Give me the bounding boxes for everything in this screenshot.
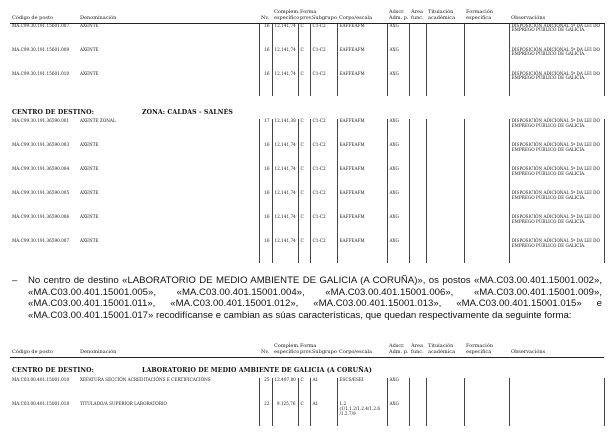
cell-corps: EAFFEAFM [337,191,387,215]
cell-name: AXENTE [80,70,99,76]
cell-code: MA.C99.30.191.36590.006 [12,214,70,219]
cell-observacions: DISPOSICIÓN ADICIONAL 5ª DA LEI DO EMPREGO PÚBLICO DE GALICIA. [509,72,604,96]
cell-complement: 12.141,74 [272,191,298,215]
positions-table-3-body [10,378,605,426]
cell-formacion [464,215,509,239]
cell-complement: 12.141,74 [272,48,298,72]
cell-formacion [464,119,509,143]
cell-area [409,167,426,191]
cell-level: 16 [259,215,272,239]
cell-titulacion [426,239,464,263]
header-observacions: Observacións [509,344,604,357]
cell-area [409,215,426,239]
cell-name: AXENTE [80,142,99,147]
header-observacions: Observacións [509,10,604,23]
cell-area [409,378,426,402]
amendment-paragraph [12,275,602,321]
header-titulacion: Titulación académica [426,10,464,23]
header-formacion: Formación específica [464,10,509,23]
cell-observacions: DISPOSICIÓN ADICIONAL 5ª DA LEI DO EMPREGO PÚBLICO DE GALICIA. [509,167,604,191]
cell-formacion [464,378,509,402]
cell-code: MA.C99.30.191.15601.007 [12,22,70,28]
cell-formacion [464,167,509,191]
header-form: Forma prov. [298,344,310,357]
centre-zone: ZONA: CALDAS - SALNÉS [142,109,233,116]
cell-corps: EAFFEAFM [337,167,387,191]
cell-subgroup: C1-C2 [310,23,337,48]
destination-centre-heading [12,109,233,116]
cell-level: 16 [259,23,272,48]
cell-observacions: DISPOSICIÓN ADICIONAL 5ª DA LEI DO EMPREGO PÚBLICO DE GALICIA. [509,191,604,215]
cell-observacions [509,402,604,426]
header-area: Área func. [409,10,426,23]
cell-formacion [464,48,509,72]
cell-subgroup: C1-C2 [310,191,337,215]
header-adscr: Adscr. Adm. p. [387,10,409,23]
cell-name: XEFATURA SECCIÓN ACREDITACIÓNS E CERTIFICACIÓNS [80,377,211,382]
cell-observacions: DISPOSICIÓN ADICIONAL 5ª DA LEI DO EMPREGO PÚBLICO DE GALICIA. [509,119,604,143]
positions-table-1 [10,10,605,96]
cell-complement: 12.141,74 [272,215,298,239]
cell-area [409,23,426,48]
cell-corps: EAFFEAFM [337,143,387,167]
cell-level: 17 [259,119,272,143]
cell-formacion [464,402,509,426]
table-header [10,344,604,357]
cell-form: C [298,215,310,239]
cell-corps: ESCS/ESEI [337,378,387,402]
cell-formacion [464,72,509,96]
cell-complement: 12.497,80 [272,378,298,402]
table-row [10,378,604,402]
cell-corps: EAFFEAFM [337,72,387,96]
cell-adscr: AXG [387,167,409,191]
header-corps: Corpo/escala [337,344,387,357]
header-code: Código de posto [10,344,78,357]
cell-level: 22 [259,402,272,426]
cell-complement: 12.141,74 [272,72,298,96]
cell-subgroup: C1-C2 [310,239,337,263]
cell-name: TITULADO/A SUPERIOR LABORATORIO [80,401,167,406]
cell-corps: EAFFEAFM [337,48,387,72]
cell-adscr: AXG [387,191,409,215]
cell-area [409,48,426,72]
cell-titulacion [426,23,464,48]
cell-observacions: DISPOSICIÓN ADICIONAL 5ª DA LEI DO EMPREGO PÚBLICO DE GALICIA. [509,239,604,263]
cell-subgroup: C1-C2 [310,215,337,239]
cell-level: 16 [259,191,272,215]
cell-name: AXENTE ZONAL [80,118,116,123]
cell-level: 16 [259,239,272,263]
header-name: Denominación [78,344,259,357]
cell-titulacion [426,72,464,96]
cell-subgroup: C1-C2 [310,48,337,72]
cell-titulacion [426,167,464,191]
cell-observacions: DISPOSICIÓN ADICIONAL 5ª DA LEI DO EMPREGO PÚBLICO DE GALICIA. [509,215,604,239]
cell-level: 16 [259,143,272,167]
table-row [10,402,604,426]
centre-label: CENTRO DE DESTINO: [12,367,95,374]
cell-name: AXENTE [80,190,99,195]
header-adscr: Adscr. Adm. p. [387,344,409,357]
cell-corps: EAFFEAFM [337,239,387,263]
cell-subgroup: C1-C2 [310,143,337,167]
table-row [10,191,604,215]
cell-code: MA.C99.30.191.36590.007 [12,238,70,243]
cell-observacions: DISPOSICIÓN ADICIONAL 5ª DA LEI DO EMPREGO PÚBLICO DE GALICIA. [509,48,604,72]
cell-code: MA.C99.30.191.15601.009 [12,46,70,52]
cell-code: MA.C99.30.191.36590.003 [12,142,70,147]
cell-form: C [298,378,310,402]
cell-name: AXENTE [80,166,99,171]
cell-observacions: DISPOSICIÓN ADICIONAL 5ª DA LEI DO EMPREGO PÚBLICO DE GALICIA. [509,23,604,48]
cell-form: C [298,143,310,167]
table-row [10,239,604,263]
cell-subgroup: C1-C2 [310,119,337,143]
table-row [10,119,604,143]
cell-form: C [298,72,310,96]
table-row [10,167,604,191]
cell-area [409,239,426,263]
table-row [10,215,604,239]
cell-name: AXENTE [80,22,99,28]
cell-complement: 12.141,74 [272,239,298,263]
cell-form: C [298,191,310,215]
cell-observacions: DISPOSICIÓN ADICIONAL 5ª DA LEI DO EMPREGO PÚBLICO DE GALICIA. [509,143,604,167]
positions-table-2 [10,119,605,263]
cell-complement: 12.141,74 [272,23,298,48]
cell-subgroup: A1 [310,402,337,426]
cell-titulacion [426,402,464,426]
cell-level: 16 [259,72,272,96]
header-area: Área func. [409,344,426,357]
cell-formacion [464,143,509,167]
cell-code: MA.C03.00.401.15001.010 [12,377,70,382]
cell-adscr: AXG [387,143,409,167]
cell-form: C [298,23,310,48]
header-corps: Corpo/escala [337,10,387,23]
table-row [10,143,604,167]
cell-titulacion [426,119,464,143]
cell-complement: 12.141,74 [272,143,298,167]
cell-name: AXENTE [80,46,99,52]
header-titulacion: Titulación académica [426,344,464,357]
cell-code: MA.C99.30.191.36590.001 [12,118,70,123]
header-complement: Complem. específico [272,344,298,357]
cell-formacion [464,191,509,215]
cell-code: MA.C99.30.191.36590.005 [12,190,70,195]
cell-form: C [298,48,310,72]
header-code: Código de posto [10,10,78,23]
centre-zone: LABORATORIO DE MEDIO AMBIENTE DE GALICIA (A CORUÑA) [142,367,372,374]
cell-code: MA.C03.00.401.15001.018 [12,401,70,406]
cell-titulacion [426,143,464,167]
cell-adscr: AXG [387,48,409,72]
cell-complement: 12.141,38 [272,119,298,143]
cell-titulacion [426,191,464,215]
cell-observacions [509,378,604,402]
cell-form: C [298,239,310,263]
positions-table-3 [10,344,604,358]
table-row [10,48,604,72]
header-level: Nv. [259,344,272,357]
cell-subgroup: C1-C2 [310,167,337,191]
cell-area [409,143,426,167]
cell-corps: EAFFEAFM [337,23,387,48]
cell-complement: 9.125,76 [272,402,298,426]
header-complement: Complem. específico [272,10,298,23]
cell-corps: EAFFEAFM [337,215,387,239]
header-subgroup: Subgrupo [310,344,337,357]
cell-subgroup: C1-C2 [310,72,337,96]
header-level: Nv. [259,10,272,23]
table-row [10,23,604,48]
paragraph-text: No centro de destino «LABORATORIO DE MEDIO AMBIENTE DE GALICIA (A CORUÑA)», os postos «MA.C03.00.401.15001.002», «MA.C03.00.401.15001.005», «MA.C03.00.401.15001.004», «MA.C03.00.401.15001.006», «MA.C03.00.401.15001.009», «MA.C03.00.401.15001.011», «MA.C03.00.401.15001.012», «MA.C03.00.401.15001.013», «MA.C03.00.401.15001.015» e «MA.C03.00.401.15001.017» recodifícanse e cambian as súas características, que quedan respectivamente da seguinte forma: [28,275,602,321]
cell-area [409,191,426,215]
header-formacion: Formación específica [464,344,509,357]
cell-name: AXENTE [80,214,99,219]
cell-adscr: AXG [387,72,409,96]
cell-form: C [298,402,310,426]
cell-level: 16 [259,167,272,191]
cell-form: C [298,119,310,143]
cell-titulacion [426,215,464,239]
cell-titulacion [426,378,464,402]
cell-titulacion [426,48,464,72]
cell-adscr: AXG [387,378,409,402]
cell-name: AXENTE [80,238,99,243]
cell-adscr: AXG [387,402,409,426]
cell-area [409,402,426,426]
cell-area [409,119,426,143]
table-row [10,72,604,96]
header-name: Denominación [78,10,259,23]
header-subgroup: Subgrupo [310,10,337,23]
cell-code: MA.C99.30.191.36590.004 [12,166,70,171]
centre-label: CENTRO DE DESTINO: [12,109,95,116]
cell-corps: 1.2 (1/1,1.2/1.2.4/1.2.6 /1.2.7/9 [337,402,387,426]
cell-level: 25 [259,378,272,402]
cell-level: 16 [259,48,272,72]
cell-area [409,72,426,96]
destination-centre-heading [12,367,372,374]
cell-adscr: AXG [387,119,409,143]
cell-formacion [464,239,509,263]
cell-adscr: AXG [387,239,409,263]
cell-form: C [298,167,310,191]
table-header [10,10,604,23]
cell-adscr: AXG [387,23,409,48]
cell-corps: EAFFEAFM [337,119,387,143]
header-form: Forma prov. [298,10,310,23]
cell-subgroup: A1 [310,378,337,402]
cell-code: MA.C99.30.191.15601.010 [12,70,70,76]
bullet-dash: – [12,275,18,286]
cell-adscr: AXG [387,215,409,239]
cell-formacion [464,23,509,48]
cell-complement: 12.141,74 [272,167,298,191]
